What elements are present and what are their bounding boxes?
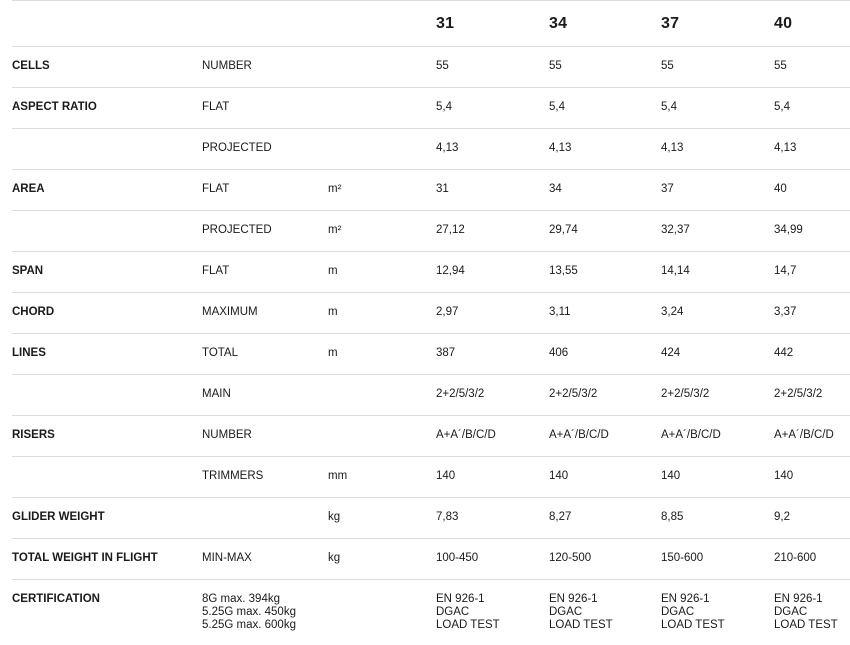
size-header-37: 37 <box>661 15 680 32</box>
row-sublabel: PROJECTED <box>202 142 272 154</box>
row-value-size-37: 37 <box>661 183 674 195</box>
row-label: GLIDER WEIGHT <box>12 511 105 523</box>
row-value-size-37: EN 926-1 DGAC LOAD TEST <box>661 593 725 631</box>
size-header-31: 31 <box>436 15 455 32</box>
row-unit: kg <box>328 511 341 523</box>
row-value-size-40: 55 <box>774 60 787 72</box>
row-value-size-31: 7,83 <box>436 511 459 523</box>
size-header-row <box>12 0 850 47</box>
spec-row <box>12 211 850 252</box>
row-sublabel: MIN-MAX <box>202 552 252 564</box>
row-value-size-40: 210-600 <box>774 552 817 564</box>
row-value-size-34: A+A´/B/C/D <box>549 429 609 441</box>
row-value-size-40: 2+2/5/3/2 <box>774 388 823 400</box>
row-value-size-34: 5,4 <box>549 101 565 113</box>
row-value-size-37: 5,4 <box>661 101 677 113</box>
row-value-size-31: 140 <box>436 470 456 482</box>
row-sublabel: TOTAL <box>202 347 238 359</box>
size-header-40: 40 <box>774 15 793 32</box>
row-value-size-31: 12,94 <box>436 265 465 277</box>
row-value-size-40: 442 <box>774 347 794 359</box>
row-value-size-40: EN 926-1 DGAC LOAD TEST <box>774 593 838 631</box>
row-value-size-37: 4,13 <box>661 142 684 154</box>
row-value-size-40: A+A´/B/C/D <box>774 429 834 441</box>
spec-row <box>12 170 850 211</box>
spec-row <box>12 252 850 293</box>
row-value-size-37: 32,37 <box>661 224 690 236</box>
row-label: RISERS <box>12 429 55 441</box>
row-value-size-34: 55 <box>549 60 562 72</box>
row-value-size-34: 406 <box>549 347 569 359</box>
row-sublabel: 8G max. 394kg 5.25G max. 450kg 5.25G max. 600kg <box>202 593 296 631</box>
row-value-size-31: 31 <box>436 183 449 195</box>
row-label: CHORD <box>12 306 55 318</box>
row-value-size-34: 29,74 <box>549 224 578 236</box>
row-value-size-34: 140 <box>549 470 569 482</box>
row-unit: m <box>328 265 338 277</box>
row-value-size-40: 3,37 <box>774 306 797 318</box>
row-value-size-34: 3,11 <box>549 306 571 318</box>
row-value-size-37: A+A´/B/C/D <box>661 429 721 441</box>
row-value-size-34: 2+2/5/3/2 <box>549 388 598 400</box>
row-value-size-37: 55 <box>661 60 674 72</box>
row-unit: kg <box>328 552 341 564</box>
row-value-size-40: 9,2 <box>774 511 790 523</box>
spec-row <box>12 334 850 375</box>
row-sublabel: NUMBER <box>202 429 252 441</box>
row-unit: m² <box>328 183 342 195</box>
row-value-size-37: 424 <box>661 347 681 359</box>
row-value-size-40: 4,13 <box>774 142 797 154</box>
row-sublabel: FLAT <box>202 265 230 277</box>
spec-row <box>12 539 850 580</box>
row-label: AREA <box>12 183 45 195</box>
row-value-size-37: 14,14 <box>661 265 690 277</box>
row-label: CELLS <box>12 60 50 72</box>
row-value-size-31: EN 926-1 DGAC LOAD TEST <box>436 593 500 631</box>
row-unit: m² <box>328 224 342 236</box>
row-value-size-34: 4,13 <box>549 142 572 154</box>
row-value-size-40: 14,7 <box>774 265 797 277</box>
row-value-size-37: 3,24 <box>661 306 684 318</box>
spec-row <box>12 457 850 498</box>
row-unit: mm <box>328 470 348 482</box>
spec-row <box>12 375 850 416</box>
row-value-size-40: 34,99 <box>774 224 803 236</box>
row-value-size-37: 150-600 <box>661 552 704 564</box>
row-value-size-31: 2+2/5/3/2 <box>436 388 485 400</box>
row-value-size-31: 4,13 <box>436 142 459 154</box>
row-label: TOTAL WEIGHT IN FLIGHT <box>12 552 158 564</box>
row-sublabel: NUMBER <box>202 60 252 72</box>
row-sublabel: TRIMMERS <box>202 470 264 482</box>
row-value-size-34: 120-500 <box>549 552 592 564</box>
row-sublabel: FLAT <box>202 183 230 195</box>
spec-row <box>12 88 850 129</box>
row-value-size-37: 8,85 <box>661 511 684 523</box>
row-value-size-31: 387 <box>436 347 456 359</box>
row-label: LINES <box>12 347 46 359</box>
row-value-size-31: 100-450 <box>436 552 479 564</box>
row-label: SPAN <box>12 265 44 277</box>
row-value-size-34: 8,27 <box>549 511 572 523</box>
row-value-size-37: 2+2/5/3/2 <box>661 388 710 400</box>
row-value-size-40: 40 <box>774 183 787 195</box>
row-sublabel: MAIN <box>202 388 231 400</box>
row-value-size-40: 140 <box>774 470 794 482</box>
spec-row <box>12 293 850 334</box>
spec-row <box>12 416 850 457</box>
row-unit: m <box>328 306 338 318</box>
row-value-size-31: A+A´/B/C/D <box>436 429 496 441</box>
row-value-size-34: 13,55 <box>549 265 578 277</box>
row-label: CERTIFICATION <box>12 593 100 605</box>
spec-row <box>12 498 850 539</box>
row-sublabel: FLAT <box>202 101 230 113</box>
spec-row <box>12 580 850 640</box>
row-unit: m <box>328 347 338 359</box>
row-sublabel: PROJECTED <box>202 224 272 236</box>
row-value-size-37: 140 <box>661 470 681 482</box>
size-header-34: 34 <box>549 15 568 32</box>
row-value-size-31: 2,97 <box>436 306 459 318</box>
spec-row <box>12 47 850 88</box>
row-value-size-31: 55 <box>436 60 449 72</box>
row-value-size-31: 5,4 <box>436 101 452 113</box>
row-value-size-31: 27,12 <box>436 224 465 236</box>
row-label: ASPECT RATIO <box>12 101 97 113</box>
spec-row <box>12 129 850 170</box>
row-sublabel: MAXIMUM <box>202 306 258 318</box>
row-value-size-40: 5,4 <box>774 101 790 113</box>
row-value-size-34: 34 <box>549 183 562 195</box>
row-value-size-34: EN 926-1 DGAC LOAD TEST <box>549 593 613 631</box>
